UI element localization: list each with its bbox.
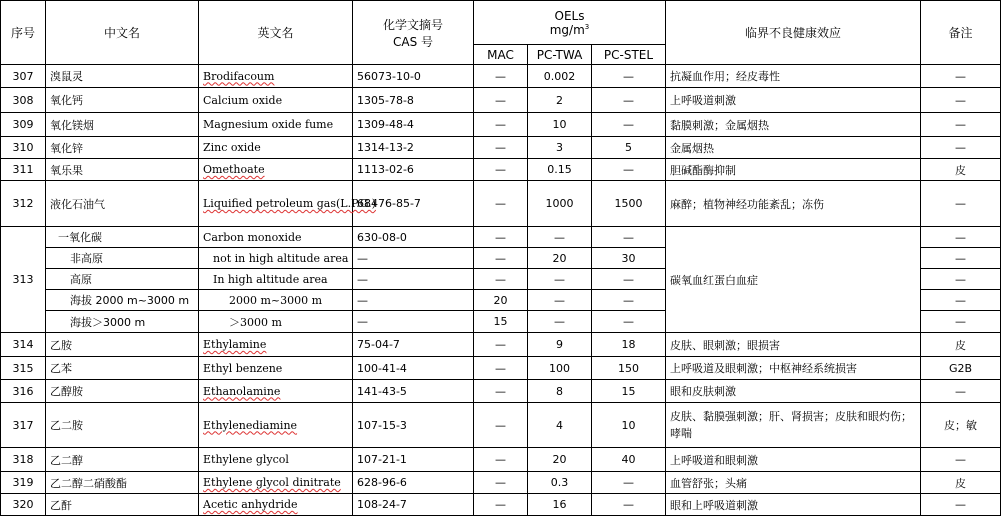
- cas-header-line2: CAS 号: [392, 34, 434, 49]
- cell-stel: 10: [592, 403, 666, 448]
- cell-cas: —: [353, 269, 474, 290]
- cell-twa: 3: [528, 137, 592, 159]
- cell-stel: —: [592, 269, 666, 290]
- cell-twa: 0.3: [528, 472, 592, 494]
- cell-mac: —: [474, 403, 528, 448]
- cell-no: 311: [1, 159, 46, 181]
- cell-mac: —: [474, 248, 528, 269]
- cell-cas: 56073-10-0: [353, 65, 474, 88]
- cell-effect: 皮肤、黏膜强刺激；肝、肾损害；皮肤和眼灼伤；哮喘: [666, 403, 921, 448]
- table-row: [1, 494, 1001, 516]
- cell-twa: 4: [528, 403, 592, 448]
- cell-cn: 乙醇胺: [46, 380, 199, 403]
- cell-mac: —: [474, 380, 528, 403]
- oels-unit: $mg/m^3$: [549, 22, 590, 37]
- cell-effect: 上呼吸道及眼刺激；中枢神经系统损害: [666, 357, 921, 380]
- cell-mac: —: [474, 159, 528, 181]
- col-header-effect: 临界不良健康效应: [666, 1, 921, 65]
- table-row: [1, 137, 1001, 159]
- cell-no: 313: [1, 227, 46, 333]
- cell-twa: 9: [528, 333, 592, 357]
- cell-cn: 氧化钙: [46, 88, 199, 113]
- cell-note: G2B: [921, 357, 1001, 380]
- cell-no: 319: [1, 472, 46, 494]
- cell-effect: 胆碱酯酶抑制: [666, 159, 921, 181]
- cell-no: 309: [1, 113, 46, 137]
- cas-header-line1: 化学文摘号: [382, 17, 443, 32]
- table-row: [1, 159, 1001, 181]
- cell-en: Ethyl benzene: [199, 357, 353, 380]
- cell-no: 316: [1, 380, 46, 403]
- cell-stel: —: [592, 159, 666, 181]
- table-row: [1, 88, 1001, 113]
- cell-stel: —: [592, 494, 666, 516]
- cell-cn: 氧化镁烟: [46, 113, 199, 137]
- cell-cas: 628-96-6: [353, 472, 474, 494]
- cell-cn: 高原: [46, 269, 199, 290]
- cell-stel: —: [592, 113, 666, 137]
- cell-note: —: [921, 290, 1001, 311]
- cell-stel: 40: [592, 448, 666, 472]
- cell-cn: 海拔 2000 m~3000 m: [46, 290, 199, 311]
- cell-cn: 液化石油气: [46, 181, 199, 227]
- cell-stel: —: [592, 227, 666, 248]
- cell-en: Carbon monoxide: [199, 227, 353, 248]
- cell-stel: 150: [592, 357, 666, 380]
- col-header-oels: [474, 1, 666, 45]
- cell-mac: —: [474, 269, 528, 290]
- cell-twa: —: [528, 290, 592, 311]
- cell-cas: 108-24-7: [353, 494, 474, 516]
- cell-twa: 0.15: [528, 159, 592, 181]
- cell-no: 308: [1, 88, 46, 113]
- cell-no: 307: [1, 65, 46, 88]
- cell-note: —: [921, 494, 1001, 516]
- cell-twa: 20: [528, 248, 592, 269]
- cell-twa: 0.002: [528, 65, 592, 88]
- cell-note: —: [921, 137, 1001, 159]
- cell-note: —: [921, 380, 1001, 403]
- cell-cas: —: [353, 248, 474, 269]
- table-row: [1, 403, 1001, 448]
- cell-stel: 1500: [592, 181, 666, 227]
- cell-note: —: [921, 181, 1001, 227]
- cell-en: Magnesium oxide fume: [199, 113, 353, 137]
- col-header-mac: MAC: [474, 45, 528, 65]
- cell-no: 315: [1, 357, 46, 380]
- col-header-cn: 中文名: [46, 1, 199, 65]
- cell-effect: 上呼吸道和眼刺激: [666, 448, 921, 472]
- cell-en: Ethylene glycol: [199, 448, 353, 472]
- table-row: [1, 65, 1001, 88]
- cell-no: 312: [1, 181, 46, 227]
- cell-twa: —: [528, 227, 592, 248]
- cell-en: Ethanolamine: [199, 380, 353, 403]
- cell-en: Brodifacoum: [199, 65, 353, 88]
- cell-note: —: [921, 248, 1001, 269]
- cell-mac: —: [474, 333, 528, 357]
- cell-en: Ethylenediamine: [199, 403, 353, 448]
- cell-stel: 15: [592, 380, 666, 403]
- oels-label: OELs: [554, 8, 585, 23]
- cell-effect: 血管舒张；头痛: [666, 472, 921, 494]
- cell-stel: 30: [592, 248, 666, 269]
- col-header-en: 英文名: [199, 1, 353, 65]
- table-row: [1, 380, 1001, 403]
- cell-mac: —: [474, 472, 528, 494]
- cell-note: 皮: [921, 159, 1001, 181]
- cell-effect: 麻醉；植物神经功能紊乱；冻伤: [666, 181, 921, 227]
- cell-stel: 5: [592, 137, 666, 159]
- table-row: [1, 357, 1001, 380]
- cell-en: ＞3000 m: [199, 311, 353, 333]
- cell-note: —: [921, 88, 1001, 113]
- cell-no: 310: [1, 137, 46, 159]
- cell-note: —: [921, 227, 1001, 248]
- cell-en: Zinc oxide: [199, 137, 353, 159]
- cell-note: —: [921, 269, 1001, 290]
- cell-twa: 16: [528, 494, 592, 516]
- col-header-twa: PC-TWA: [528, 45, 592, 65]
- cell-en: not in high altitude area: [199, 248, 353, 269]
- cell-cn: 乙胺: [46, 333, 199, 357]
- cell-cas: 1314-13-2: [353, 137, 474, 159]
- cell-stel: —: [592, 472, 666, 494]
- cell-en: Omethoate: [199, 159, 353, 181]
- table-row: [1, 448, 1001, 472]
- cell-effect: 抗凝血作用；经皮毒性: [666, 65, 921, 88]
- cell-en: Liquified petroleum gas(L.P.G.): [199, 181, 353, 227]
- cell-cn: 乙酐: [46, 494, 199, 516]
- cell-mac: —: [474, 448, 528, 472]
- cell-en: Ethylene glycol dinitrate: [199, 472, 353, 494]
- cell-mac: —: [474, 65, 528, 88]
- cell-stel: —: [592, 290, 666, 311]
- cell-cn: 非高原: [46, 248, 199, 269]
- cell-effect: 金属烟热: [666, 137, 921, 159]
- cell-cas: 1113-02-6: [353, 159, 474, 181]
- cell-mac: —: [474, 137, 528, 159]
- cell-mac: —: [474, 181, 528, 227]
- cell-en: Ethylamine: [199, 333, 353, 357]
- cell-effect: 皮肤、眼刺激；眼损害: [666, 333, 921, 357]
- cell-stel: —: [592, 65, 666, 88]
- cell-cas: 1305-78-8: [353, 88, 474, 113]
- cell-no: 317: [1, 403, 46, 448]
- cell-stel: 18: [592, 333, 666, 357]
- cell-effect: 眼和皮肤刺激: [666, 380, 921, 403]
- cell-en: Calcium oxide: [199, 88, 353, 113]
- cell-cn: 乙苯: [46, 357, 199, 380]
- cell-mac: 20: [474, 290, 528, 311]
- cell-en: In high altitude area: [199, 269, 353, 290]
- cell-mac: —: [474, 113, 528, 137]
- cell-twa: 20: [528, 448, 592, 472]
- cell-mac: —: [474, 227, 528, 248]
- cell-cn: 乙二胺: [46, 403, 199, 448]
- cell-cas: 630-08-0: [353, 227, 474, 248]
- cell-cn: 乙二醇二硝酸酯: [46, 472, 199, 494]
- table-row: [1, 472, 1001, 494]
- cell-note: —: [921, 311, 1001, 333]
- cell-effect: 眼和上呼吸道刺激: [666, 494, 921, 516]
- cell-no: 314: [1, 333, 46, 357]
- cell-note: —: [921, 65, 1001, 88]
- cell-stel: —: [592, 311, 666, 333]
- cell-note: —: [921, 113, 1001, 137]
- cell-twa: 10: [528, 113, 592, 137]
- cell-twa: 1000: [528, 181, 592, 227]
- cell-twa: —: [528, 311, 592, 333]
- col-header-cas: [353, 1, 474, 65]
- table-row: [1, 113, 1001, 137]
- cell-cn: 氧化锌: [46, 137, 199, 159]
- cell-mac: —: [474, 88, 528, 113]
- cell-en: Acetic anhydride: [199, 494, 353, 516]
- cell-cn: 海拔＞3000 m: [46, 311, 199, 333]
- cell-effect: 上呼吸道刺激: [666, 88, 921, 113]
- cell-effect: 碳氧血红蛋白血症: [666, 227, 921, 333]
- cell-note: 皮；敏: [921, 403, 1001, 448]
- cell-note: —: [921, 448, 1001, 472]
- cell-cas: 68476-85-7: [353, 181, 474, 227]
- cell-twa: —: [528, 269, 592, 290]
- cell-cn: 氧乐果: [46, 159, 199, 181]
- cell-twa: 8: [528, 380, 592, 403]
- cell-mac: —: [474, 494, 528, 516]
- cell-cas: —: [353, 290, 474, 311]
- cell-cas: 107-21-1: [353, 448, 474, 472]
- cell-cas: 141-43-5: [353, 380, 474, 403]
- cell-cas: —: [353, 311, 474, 333]
- cell-effect: 黏膜刺激；金属烟热: [666, 113, 921, 137]
- cell-no: 320: [1, 494, 46, 516]
- table-row: [1, 333, 1001, 357]
- cell-note: 皮: [921, 472, 1001, 494]
- cell-note: 皮: [921, 333, 1001, 357]
- cell-cas: 75-04-7: [353, 333, 474, 357]
- cell-mac: —: [474, 357, 528, 380]
- col-header-note: 备注: [921, 1, 1001, 65]
- col-header-stel: PC-STEL: [592, 45, 666, 65]
- cell-cas: 107-15-3: [353, 403, 474, 448]
- cell-twa: 100: [528, 357, 592, 380]
- table-row: [1, 227, 1001, 248]
- cell-stel: —: [592, 88, 666, 113]
- cell-cas: 100-41-4: [353, 357, 474, 380]
- col-header-no: 序号: [1, 1, 46, 65]
- cell-en: 2000 m~3000 m: [199, 290, 353, 311]
- cell-cn: 溴鼠灵: [46, 65, 199, 88]
- cell-cas: 1309-48-4: [353, 113, 474, 137]
- table-row: [1, 181, 1001, 227]
- cell-twa: 2: [528, 88, 592, 113]
- cell-cn: 一氧化碳: [46, 227, 199, 248]
- cell-cn: 乙二醇: [46, 448, 199, 472]
- cell-mac: 15: [474, 311, 528, 333]
- cell-no: 318: [1, 448, 46, 472]
